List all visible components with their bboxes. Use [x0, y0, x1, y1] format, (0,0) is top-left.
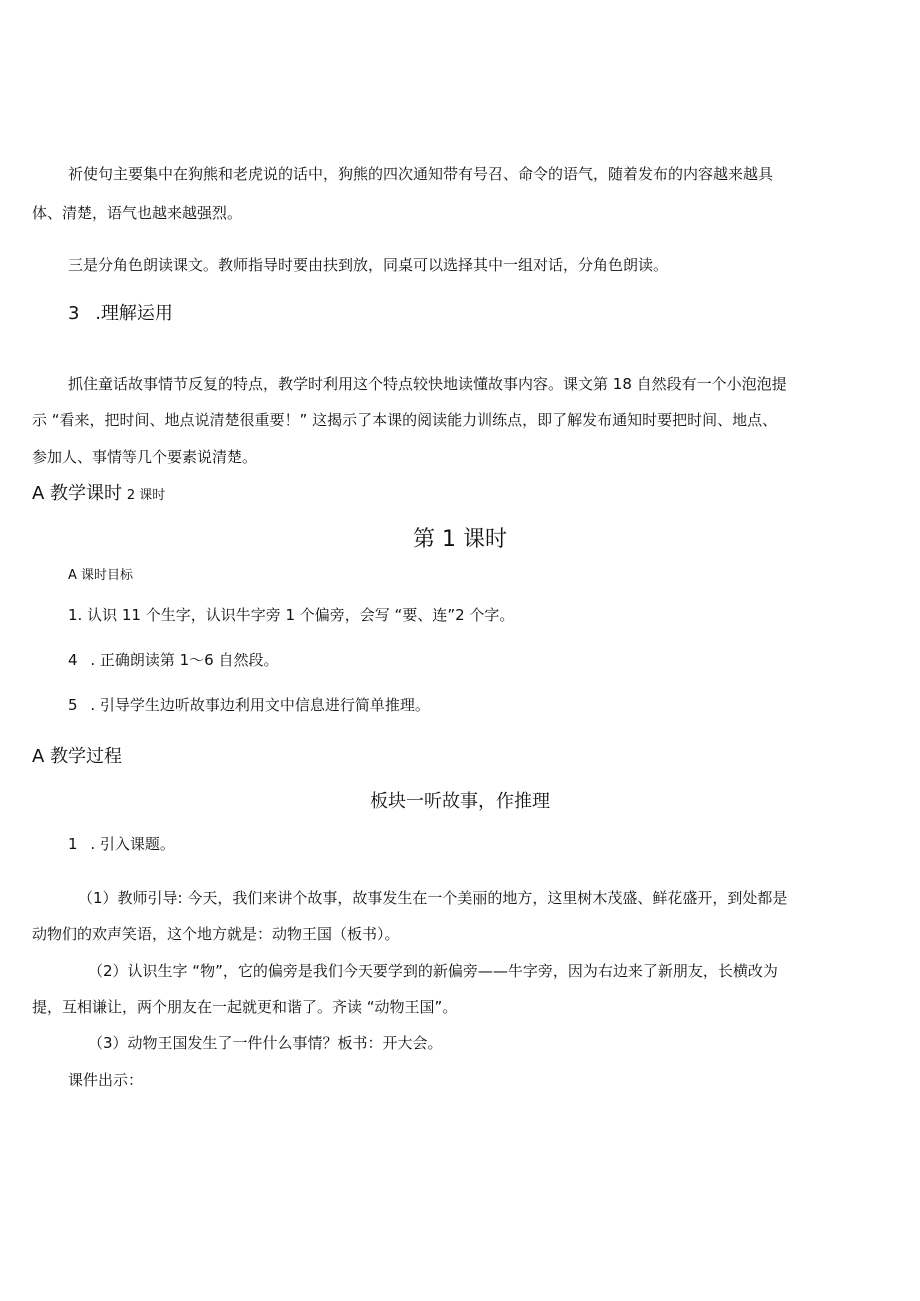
section-3-line-2: 示 “看来，把时间、地点说清楚很重要！” 这揭示了本课的阅读能力训练点，即了解发布通知时要把时间、地点、 [32, 411, 778, 429]
section-3-title: .理解运用 [95, 303, 173, 324]
section-3-number: 3 [68, 303, 80, 324]
paragraph-1-line-2: 动物们的欢声笑语，这个地方就是：动物王国（板书）。 [32, 925, 400, 943]
teaching-hours [32, 482, 165, 506]
paragraph-3: （3）动物王国发生了一件什么事情？板书：开大会。 [88, 1034, 443, 1052]
step-1-number: 1 [68, 835, 78, 853]
lesson-goal-2-number: 4 [68, 651, 78, 669]
teaching-hours-label: A 教学课时 [32, 483, 123, 504]
intro-line-1: 祈使句主要集中在狗熊和老虎说的话中，狗熊的四次通知带有号召、命令的语气，随着发布的内容越来越具 [68, 165, 774, 183]
paragraph-2-line-2: 提，互相谦让，两个朋友在一起就更和谐了。齐读 “动物王国”。 [32, 998, 458, 1016]
lesson-goals-heading: A 课时目标 [68, 568, 134, 583]
intro-line-2: 体、清楚，语气也越来越强烈。 [32, 204, 243, 222]
section-3-heading [68, 302, 173, 326]
paragraph-2-line-1: （2）认识生字 “物”，它的偏旁是我们今天要学到的新偏旁——牛字旁，因为右边来了新朋友，长横改为 [88, 962, 778, 980]
lesson-goal-3-number: 5 [68, 696, 78, 714]
paragraph-1-line-1: （1）教师引导: 今天，我们来讲个故事，故事发生在一个美丽的地方，这里树木茂盛、鲜花盛开，到处都是 [78, 889, 788, 907]
lesson-goal-1: 1. 认识 11 个生字，认识牛字旁 1 个偏旁，会写 “要、连”2 个字。 [68, 606, 515, 624]
lesson-title: 第 1 课时 [413, 527, 507, 552]
step-1-text: . 引入课题。 [90, 835, 175, 853]
teaching-hours-value: 2 课时 [126, 488, 166, 503]
step-1 [68, 834, 175, 854]
process-heading: A 教学过程 [32, 746, 123, 767]
block-title: 板块一听故事，作推理 [370, 791, 550, 812]
paragraph-4: 课件出示： [68, 1071, 144, 1089]
lesson-goal-2-text: . 正确朗读第 1～6 自然段。 [90, 651, 279, 669]
lesson-goal-2 [68, 650, 279, 670]
lesson-goal-3-text: . 引导学生边听故事边利用文中信息进行简单推理。 [90, 696, 430, 714]
section-3-line-1: 抓住童话故事情节反复的特点，教学时利用这个特点较快地读懂故事内容。课文第 18 自然段有一个小泡泡提 [68, 375, 787, 393]
lesson-goal-3 [68, 695, 430, 715]
intro-line-3: 三是分角色朗读课文。教师指导时要由扶到放，同桌可以选择其中一组对话，分角色朗读。 [68, 256, 669, 274]
section-3-line-3: 参加人、事情等几个要素说清楚。 [32, 448, 258, 466]
